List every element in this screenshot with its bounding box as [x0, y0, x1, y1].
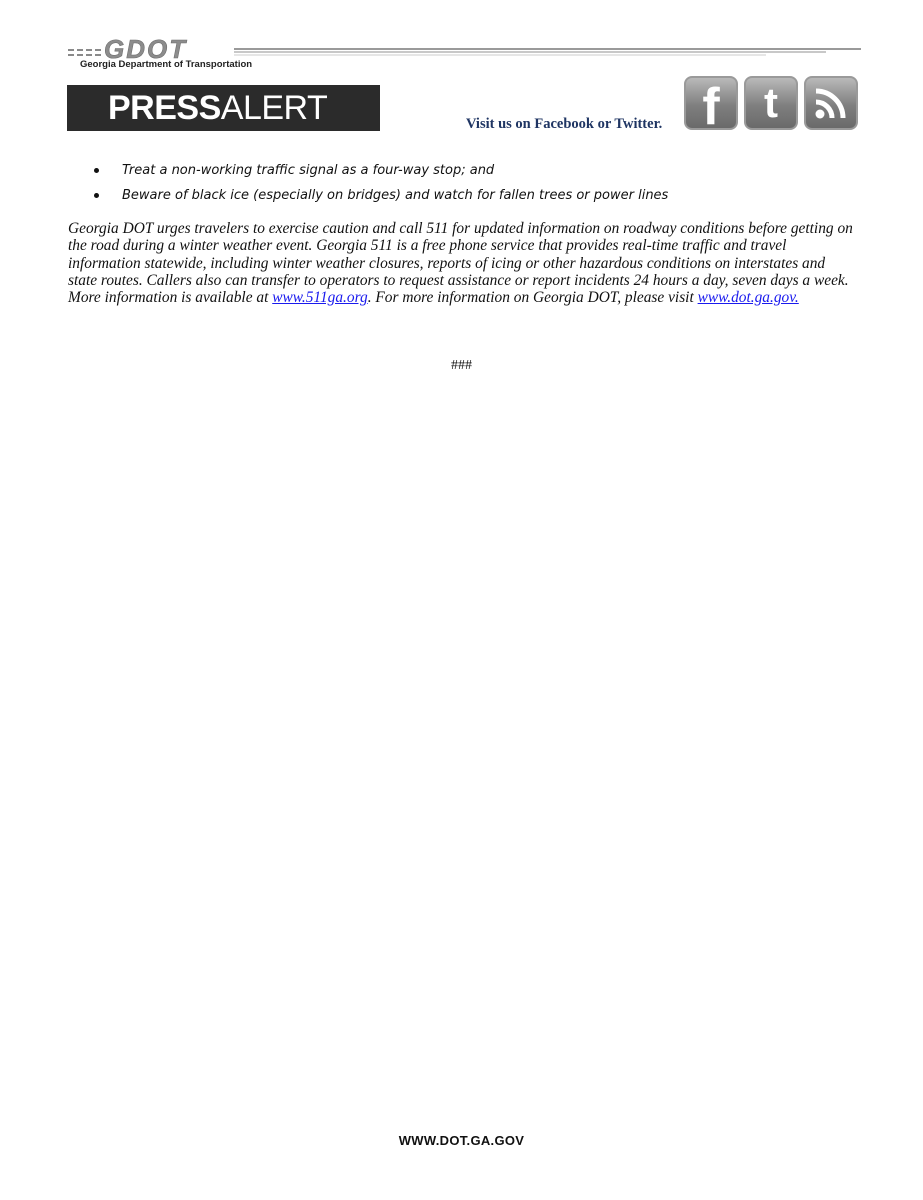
banner-alert: ALERT [220, 89, 328, 127]
bullet-icon [94, 193, 99, 198]
511ga-link[interactable]: www.511ga.org [272, 289, 368, 307]
paragraph-text: Georgia DOT urges travelers to exercise caution and call 511 for updated information on roadway conditions before getting on the road during a winter weather event. Georgia 511 is a free phone service that provides real-time traffic and travel information statewide, including winter weather closures, reports of icing or other hazardous conditions on interstates and state routes. Callers also can transfer to operators to request assistance or report incidents 24 hours a day, seven days a week. More information is available at [68, 220, 853, 307]
banner-press: PRESS [108, 89, 221, 127]
list-item-text: Treat a non-working traffic signal as a four-way stop; and [122, 163, 495, 178]
agency-name: Georgia Department of Transportation [80, 59, 253, 70]
footer-website-url: WWW.DOT.GA.GOV [398, 1133, 525, 1148]
body-paragraph [68, 220, 853, 306]
list-item [94, 183, 668, 208]
twitter-glyph: t [764, 79, 778, 126]
list-item [94, 158, 668, 183]
facebook-glyph: f [702, 78, 720, 130]
logo-wordmark: GDOT [104, 36, 188, 64]
end-of-release-mark: ### [451, 358, 472, 373]
rss-icon[interactable] [804, 76, 858, 130]
twitter-icon[interactable] [744, 76, 798, 130]
gdot-logo [66, 36, 861, 72]
social-media-text: Visit us on Facebook or Twitter. [466, 116, 663, 132]
dot-website-link[interactable]: www.dot.ga.gov. [697, 289, 799, 307]
list-item-text: Beware of black ice (especially on bridges) and watch for fallen trees or power lines [122, 188, 669, 203]
facebook-icon[interactable] [684, 76, 738, 130]
press-alert-banner [67, 85, 380, 131]
safety-tips-list [94, 158, 668, 208]
paragraph-text-continued: . For more information on Georgia DOT, please visit [367, 289, 698, 307]
rss-glyph [811, 83, 851, 123]
bullet-icon [94, 168, 99, 173]
